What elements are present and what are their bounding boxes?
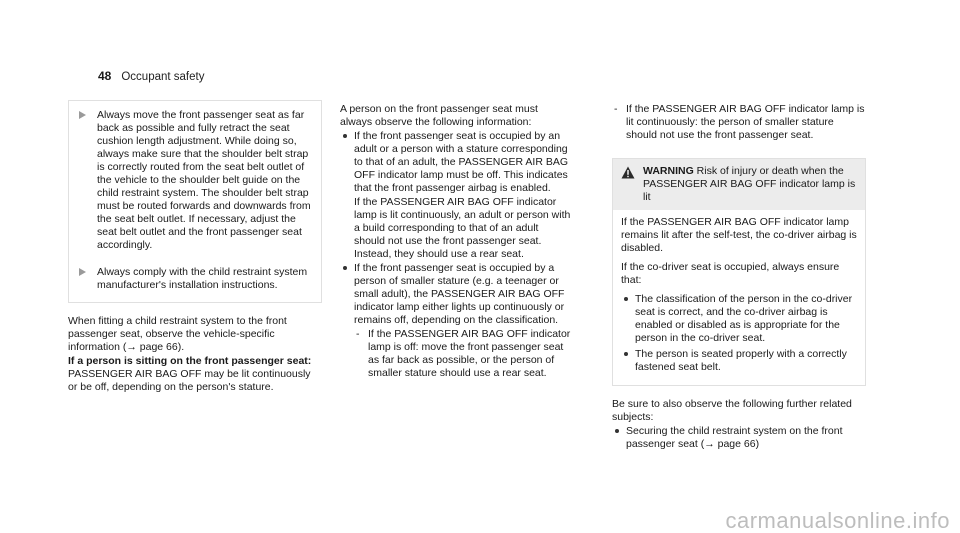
list-item-paragraph: If the PASSENGER AIR BAG OFF indicator lamp is lit continuously, an adult or person with a build corresponding to that of an adult should not use the front passenger seat.: [354, 196, 571, 247]
list-item: The classification of the person in the co-driver seat is correct, and the co-driver airbag is enabled or disabled as is appropriate for the person in the co-driver seat.: [621, 293, 857, 345]
step-text: Always comply with the child restraint system manufacturer's installation instructions.: [97, 266, 308, 291]
further-subjects: Be sure to also observe the following further related subjects:: [612, 398, 852, 423]
person-info-text: PASSENGER AIR BAG OFF may be lit continuously or be off, depending on the person's stature.: [68, 368, 311, 393]
arrow-right-icon: [79, 268, 86, 276]
list-item: If the front passenger seat is occupied by an adult or a person with a stature corresponding to that of an adult, the PASSENGER AIR BAG OFF indicator lamp must be off. This indicates that the front passenger airbag is enabled. If the PASSENGER AIR BAG OFF indicator lamp is lit continuously, an adult or person with a build corresponding to that of an adult should not use the front passenger seat. Instead, they should use a rear seat.: [340, 130, 572, 261]
warning-header: [613, 159, 865, 210]
warning-paragraph: If the PASSENGER AIR BAG OFF indicator lamp remains lit after the self-test, the co-driver airbag is disabled.: [621, 216, 857, 254]
warning-title: [643, 165, 857, 204]
observe-list: [340, 130, 572, 380]
person-info: [68, 355, 322, 394]
person-info-heading: If a person is sitting on the front passenger seat:: [68, 355, 312, 367]
warning-title-text: Risk of injury or death when the PASSENGER AIR BAG OFF indicator lamp is lit: [643, 165, 856, 203]
column-left: [68, 100, 322, 394]
instruction-step: [79, 109, 311, 252]
arrow-right-icon: [79, 111, 86, 119]
instruction-step: [79, 266, 311, 292]
fitting-info: When fitting a child restraint system to the front passenger seat, observe the vehicle-specific information (→ page 66).: [68, 315, 287, 353]
list-item: Securing the child restraint system on the front passenger seat (→ page 66): [612, 425, 866, 451]
warning-list: [621, 293, 857, 374]
column-middle: [340, 103, 572, 380]
list-item: If the front passenger seat is occupied by a person of smaller stature (e.g. a teenager or small adult), the PASSENGER AIR BAG OFF indicator lamp either lights up continuously or remains off, depending on the classification. - If the PASSENGER AIR BAG OFF indicator lamp is off: move the front passenger seat as far back as possible, or the person of smaller stature should use a rear seat.: [340, 262, 572, 380]
page-header: [98, 70, 204, 84]
bullet-icon: [624, 352, 628, 356]
sub-list-item: - If the PASSENGER AIR BAG OFF indicator lamp is lit continuously: the person of smaller stature should not use the front passenger seat.: [614, 103, 865, 141]
section-title: Occupant safety: [121, 71, 205, 83]
watermark: carmanualsonline.info: [725, 508, 950, 533]
instruction-box: [68, 100, 322, 303]
list-item-paragraph: Instead, they should use a rear seat.: [354, 248, 524, 260]
warning-label: WARNING: [643, 165, 694, 177]
sub-list-item: - If the PASSENGER AIR BAG OFF indicator lamp is off: move the front passenger seat as far back as possible, or the person of smaller stature should use a rear seat.: [356, 328, 571, 379]
bullet-icon: [343, 134, 347, 138]
dash-icon: -: [614, 103, 618, 115]
bullet-icon: [624, 297, 628, 301]
warning-body: [613, 210, 865, 385]
column-right: [612, 103, 866, 451]
bullet-icon: [615, 429, 619, 433]
list-item: The person is seated properly with a correctly fastened seat belt.: [621, 348, 857, 374]
page-number: 48: [98, 69, 112, 83]
dash-icon: -: [356, 328, 360, 340]
step-text: Always move the front passenger seat as far back as possible and fully retract the seat cushion length adjustment. While doing so, always make sure that the shoulder belt strap is correctly routed from the seat belt outlet of the vehicle to the shoulder belt guide on the child restraint system. The shoulder belt strap must be routed forwards and downwards from the seat belt outlet. If necessary, adjust the seat belt outlet and the front passenger seat accordingly.: [97, 109, 311, 251]
bullet-icon: [343, 266, 347, 270]
warning-box: [612, 158, 866, 386]
further-list: [612, 425, 866, 451]
warning-paragraph: If the co-driver seat is occupied, always ensure that:: [621, 261, 840, 286]
warning-triangle-icon: [621, 166, 635, 179]
intro-text: A person on the front passenger seat must always observe the following information:: [340, 103, 538, 128]
